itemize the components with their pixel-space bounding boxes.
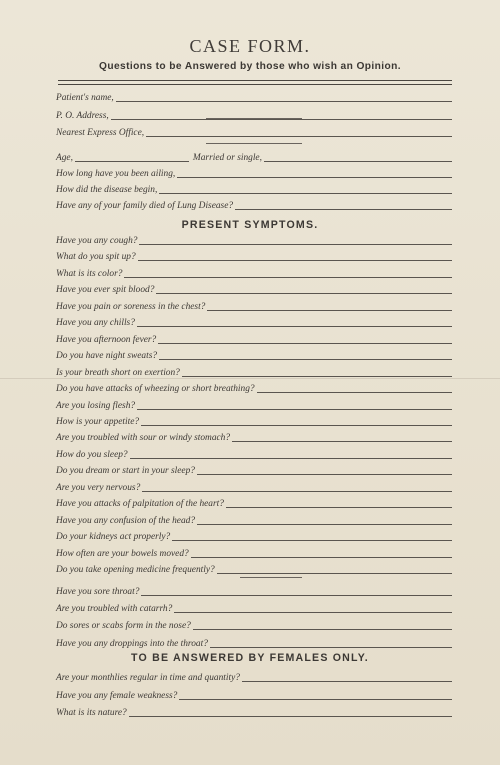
symptom-question-row[interactable] — [56, 414, 452, 428]
ailing-duration-field[interactable] — [56, 166, 452, 180]
question-label: Have you ever spit blood? — [56, 285, 155, 296]
question-label: Have you any chills? — [56, 318, 135, 329]
symptom-question-row[interactable] — [56, 348, 452, 362]
symptom-question-row[interactable] — [56, 332, 452, 346]
female-question-row[interactable] — [56, 670, 452, 684]
question-label: Have you any female weakness? — [56, 690, 178, 701]
answer-line[interactable] — [207, 310, 452, 311]
answer-line[interactable] — [111, 119, 452, 120]
question-label: Have you any droppings into the throat? — [56, 638, 208, 649]
answer-line[interactable] — [137, 326, 452, 327]
field-label: Patient's name, — [56, 93, 114, 103]
answer-line[interactable] — [179, 699, 452, 700]
question-label: Do you have attacks of wheezing or short breathing? — [56, 384, 255, 395]
symptom-question-row[interactable] — [56, 398, 452, 412]
throat-question-row[interactable] — [56, 618, 452, 632]
answer-line[interactable] — [159, 359, 452, 360]
answer-line[interactable] — [172, 540, 452, 541]
answer-line[interactable] — [177, 177, 452, 178]
females-heading: TO BE ANSWERED BY FEMALES ONLY. — [131, 652, 369, 664]
answer-line[interactable] — [217, 573, 452, 574]
field-label: How did the disease begin, — [56, 185, 158, 195]
symptom-question-row[interactable] — [56, 315, 452, 329]
question-label: Have you pain or soreness in the chest? — [56, 301, 206, 312]
symptom-question-row[interactable] — [56, 546, 452, 560]
symptom-question-row[interactable] — [56, 496, 452, 510]
answer-line[interactable] — [129, 716, 452, 717]
symptom-question-row[interactable] — [56, 381, 452, 395]
question-label: Are you troubled with sour or windy stomach? — [56, 433, 231, 444]
married-answer-line[interactable] — [264, 161, 452, 162]
symptom-question-row[interactable] — [56, 299, 452, 313]
answer-line[interactable] — [158, 343, 452, 344]
express-office-field[interactable] — [56, 125, 452, 139]
family-lung-disease-field[interactable] — [56, 198, 452, 212]
symptom-question-row[interactable] — [56, 233, 452, 247]
symptom-question-row[interactable] — [56, 463, 452, 477]
present-symptoms-heading: PRESENT SYMPTOMS. — [181, 219, 319, 231]
symptom-question-row[interactable] — [56, 365, 452, 379]
field-label: P. O. Address, — [56, 111, 109, 121]
symptom-question-row[interactable] — [56, 266, 452, 280]
answer-line[interactable] — [226, 507, 452, 508]
form-subtitle: Questions to be Answered by those who wish an Opinion. — [99, 61, 401, 72]
female-question-row[interactable] — [56, 688, 452, 702]
question-label: How is your appetite? — [56, 416, 140, 427]
answer-line[interactable] — [130, 458, 452, 459]
question-label: Have you any cough? — [56, 236, 138, 246]
answer-line[interactable] — [232, 441, 452, 442]
question-label: How often are your bowels moved? — [56, 548, 189, 559]
question-label: Do you have night sweats? — [56, 351, 158, 362]
answer-line[interactable] — [174, 612, 452, 613]
symptom-question-row[interactable] — [56, 282, 452, 296]
answer-line[interactable] — [197, 474, 452, 475]
answer-line[interactable] — [210, 647, 452, 648]
question-label: Do your kidneys act properly? — [56, 532, 171, 543]
answer-line[interactable] — [182, 376, 452, 377]
question-label: Have you afternoon fever? — [56, 334, 157, 345]
patient-name-field[interactable] — [56, 90, 452, 104]
answer-line[interactable] — [191, 557, 452, 558]
answer-line[interactable] — [138, 260, 452, 261]
female-question-row[interactable] — [56, 705, 452, 719]
form-title: CASE FORM. — [189, 36, 311, 56]
answer-line[interactable] — [257, 392, 452, 393]
field-label: Nearest Express Office, — [56, 128, 145, 138]
answer-line[interactable] — [235, 209, 452, 210]
answer-line[interactable] — [193, 629, 452, 630]
symptom-question-row[interactable] — [56, 562, 452, 576]
short-rule — [206, 143, 302, 144]
question-label: What is its nature? — [56, 708, 127, 718]
age-label: Age, — [56, 153, 73, 163]
symptom-question-row[interactable] — [56, 480, 452, 494]
disease-begin-field[interactable] — [56, 182, 452, 196]
question-label: Have you attacks of palpitation of the heart? — [56, 499, 224, 510]
answer-line[interactable] — [156, 293, 452, 294]
answer-line[interactable] — [197, 524, 452, 525]
answer-line[interactable] — [116, 101, 452, 102]
answer-line[interactable] — [137, 409, 452, 410]
question-label: Do sores or scabs form in the nose? — [56, 621, 191, 632]
question-label: How do you sleep? — [56, 449, 128, 460]
question-label: Have you sore throat? — [56, 587, 140, 597]
question-label: Are you very nervous? — [56, 482, 141, 493]
symptom-question-row[interactable] — [56, 513, 452, 527]
answer-line[interactable] — [159, 193, 452, 194]
po-address-field[interactable] — [56, 108, 452, 122]
answer-line[interactable] — [141, 425, 452, 426]
throat-question-row[interactable] — [56, 601, 452, 615]
field-label: How long have you been ailing, — [56, 169, 176, 179]
question-label: Have you any confusion of the head? — [56, 515, 196, 526]
short-rule — [206, 118, 302, 119]
age-married-field[interactable] — [56, 150, 452, 164]
answer-line[interactable] — [141, 595, 452, 596]
question-label: Are you troubled with catarrh? — [56, 604, 173, 615]
throat-question-row[interactable] — [56, 636, 452, 650]
question-label: What do you spit up? — [56, 252, 136, 263]
symptom-question-row[interactable] — [56, 447, 452, 461]
throat-question-row[interactable] — [56, 584, 452, 598]
question-label: Is your breath short on exertion? — [56, 367, 180, 378]
question-label: Do you take opening medicine frequently? — [56, 565, 215, 575]
answer-line[interactable] — [139, 244, 452, 245]
question-label: Are you losing flesh? — [56, 400, 136, 411]
field-label: Have any of your family died of Lung Disease? — [56, 201, 234, 211]
answer-line[interactable] — [242, 681, 452, 682]
short-rule — [240, 577, 302, 578]
symptom-question-row[interactable] — [56, 249, 452, 263]
age-answer-line[interactable] — [75, 161, 189, 162]
header-rule-thin — [58, 84, 452, 85]
symptom-question-row[interactable] — [56, 529, 452, 543]
question-label: What is its color? — [56, 268, 123, 279]
question-label: Do you dream or start in your sleep? — [56, 466, 195, 477]
header-rule — [58, 80, 452, 81]
answer-line[interactable] — [142, 491, 452, 492]
symptom-question-row[interactable] — [56, 430, 452, 444]
married-label: Married or single, — [192, 153, 262, 163]
answer-line[interactable] — [146, 136, 452, 137]
answer-line[interactable] — [124, 277, 452, 278]
question-label: Are your monthlies regular in time and quantity? — [56, 673, 240, 683]
